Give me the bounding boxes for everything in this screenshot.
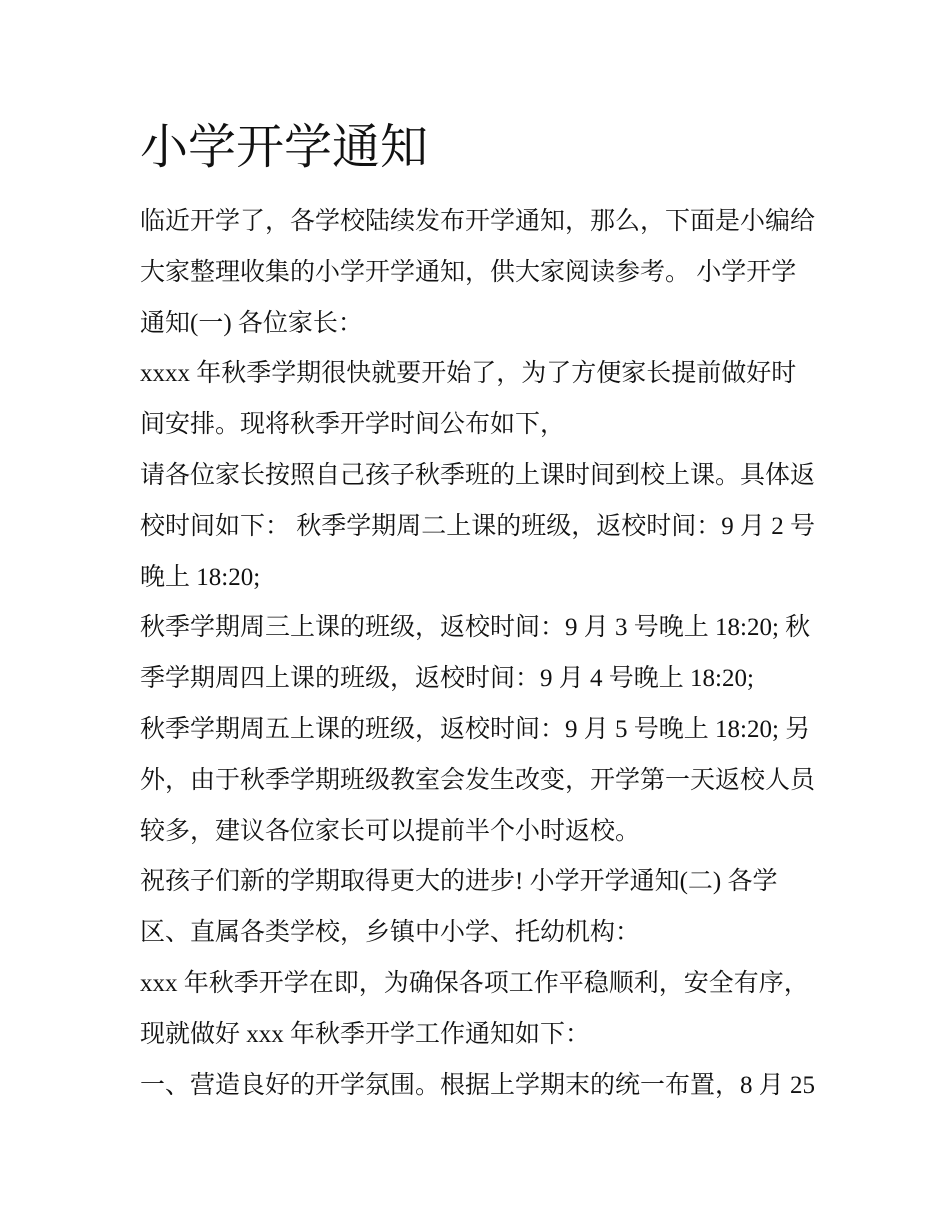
- text-line: 一、营造良好的开学氛围。根据上学期末的统一布置，8 月 25: [140, 1071, 816, 1099]
- text-line: 大家整理收集的小学开学通知，供大家阅读参考。 小学开学: [140, 258, 797, 286]
- text-line: xxx 年秋季开学在即，为确保各项工作平稳顺利，安全有序，: [140, 969, 809, 997]
- text-line: 祝孩子们新的学期取得更大的进步! 小学开学通知(二) 各学: [140, 868, 778, 896]
- text-line: 校时间如下： 秋季学期周二上课的班级，返校时间：9 月 2 号: [140, 512, 816, 540]
- text-line: 晚上 18:20;: [140, 563, 261, 591]
- text-line: 秋季学期周五上课的班级，返校时间：9 月 5 号晚上 18:20; 另: [140, 715, 811, 743]
- document-title: 小学开学通知: [140, 121, 429, 174]
- text-line: 秋季学期周三上课的班级，返校时间：9 月 3 号晚上 18:20; 秋: [140, 614, 811, 642]
- text-line: 现就做好 xxx 年秋季开学工作通知如下：: [140, 1020, 591, 1048]
- document-body: [140, 197, 830, 1111]
- text-line: 区、直属各类学校，乡镇中小学、托幼机构：: [140, 919, 641, 947]
- text-line: 较多，建议各位家长可以提前半个小时返校。: [140, 817, 641, 845]
- text-line: 临近开学了，各学校陆续发布开学通知，那么，下面是小编给: [140, 208, 816, 235]
- text-line: 季学期周四上课的班级，返校时间：9 月 4 号晚上 18:20;: [140, 665, 754, 693]
- text-line: 通知(一) 各位家长：: [140, 309, 363, 337]
- text-line: 间安排。现将秋季开学时间公布如下，: [140, 411, 566, 439]
- text-line: xxxx 年秋季学期很快就要开始了，为了方便家长提前做好时: [140, 360, 797, 388]
- text-line: 外，由于秋季学期班级教室会发生改变，开学第一天返校人员: [140, 766, 816, 794]
- text-line: 请各位家长按照自己孩子秋季班的上课时间到校上课。具体返: [140, 461, 816, 489]
